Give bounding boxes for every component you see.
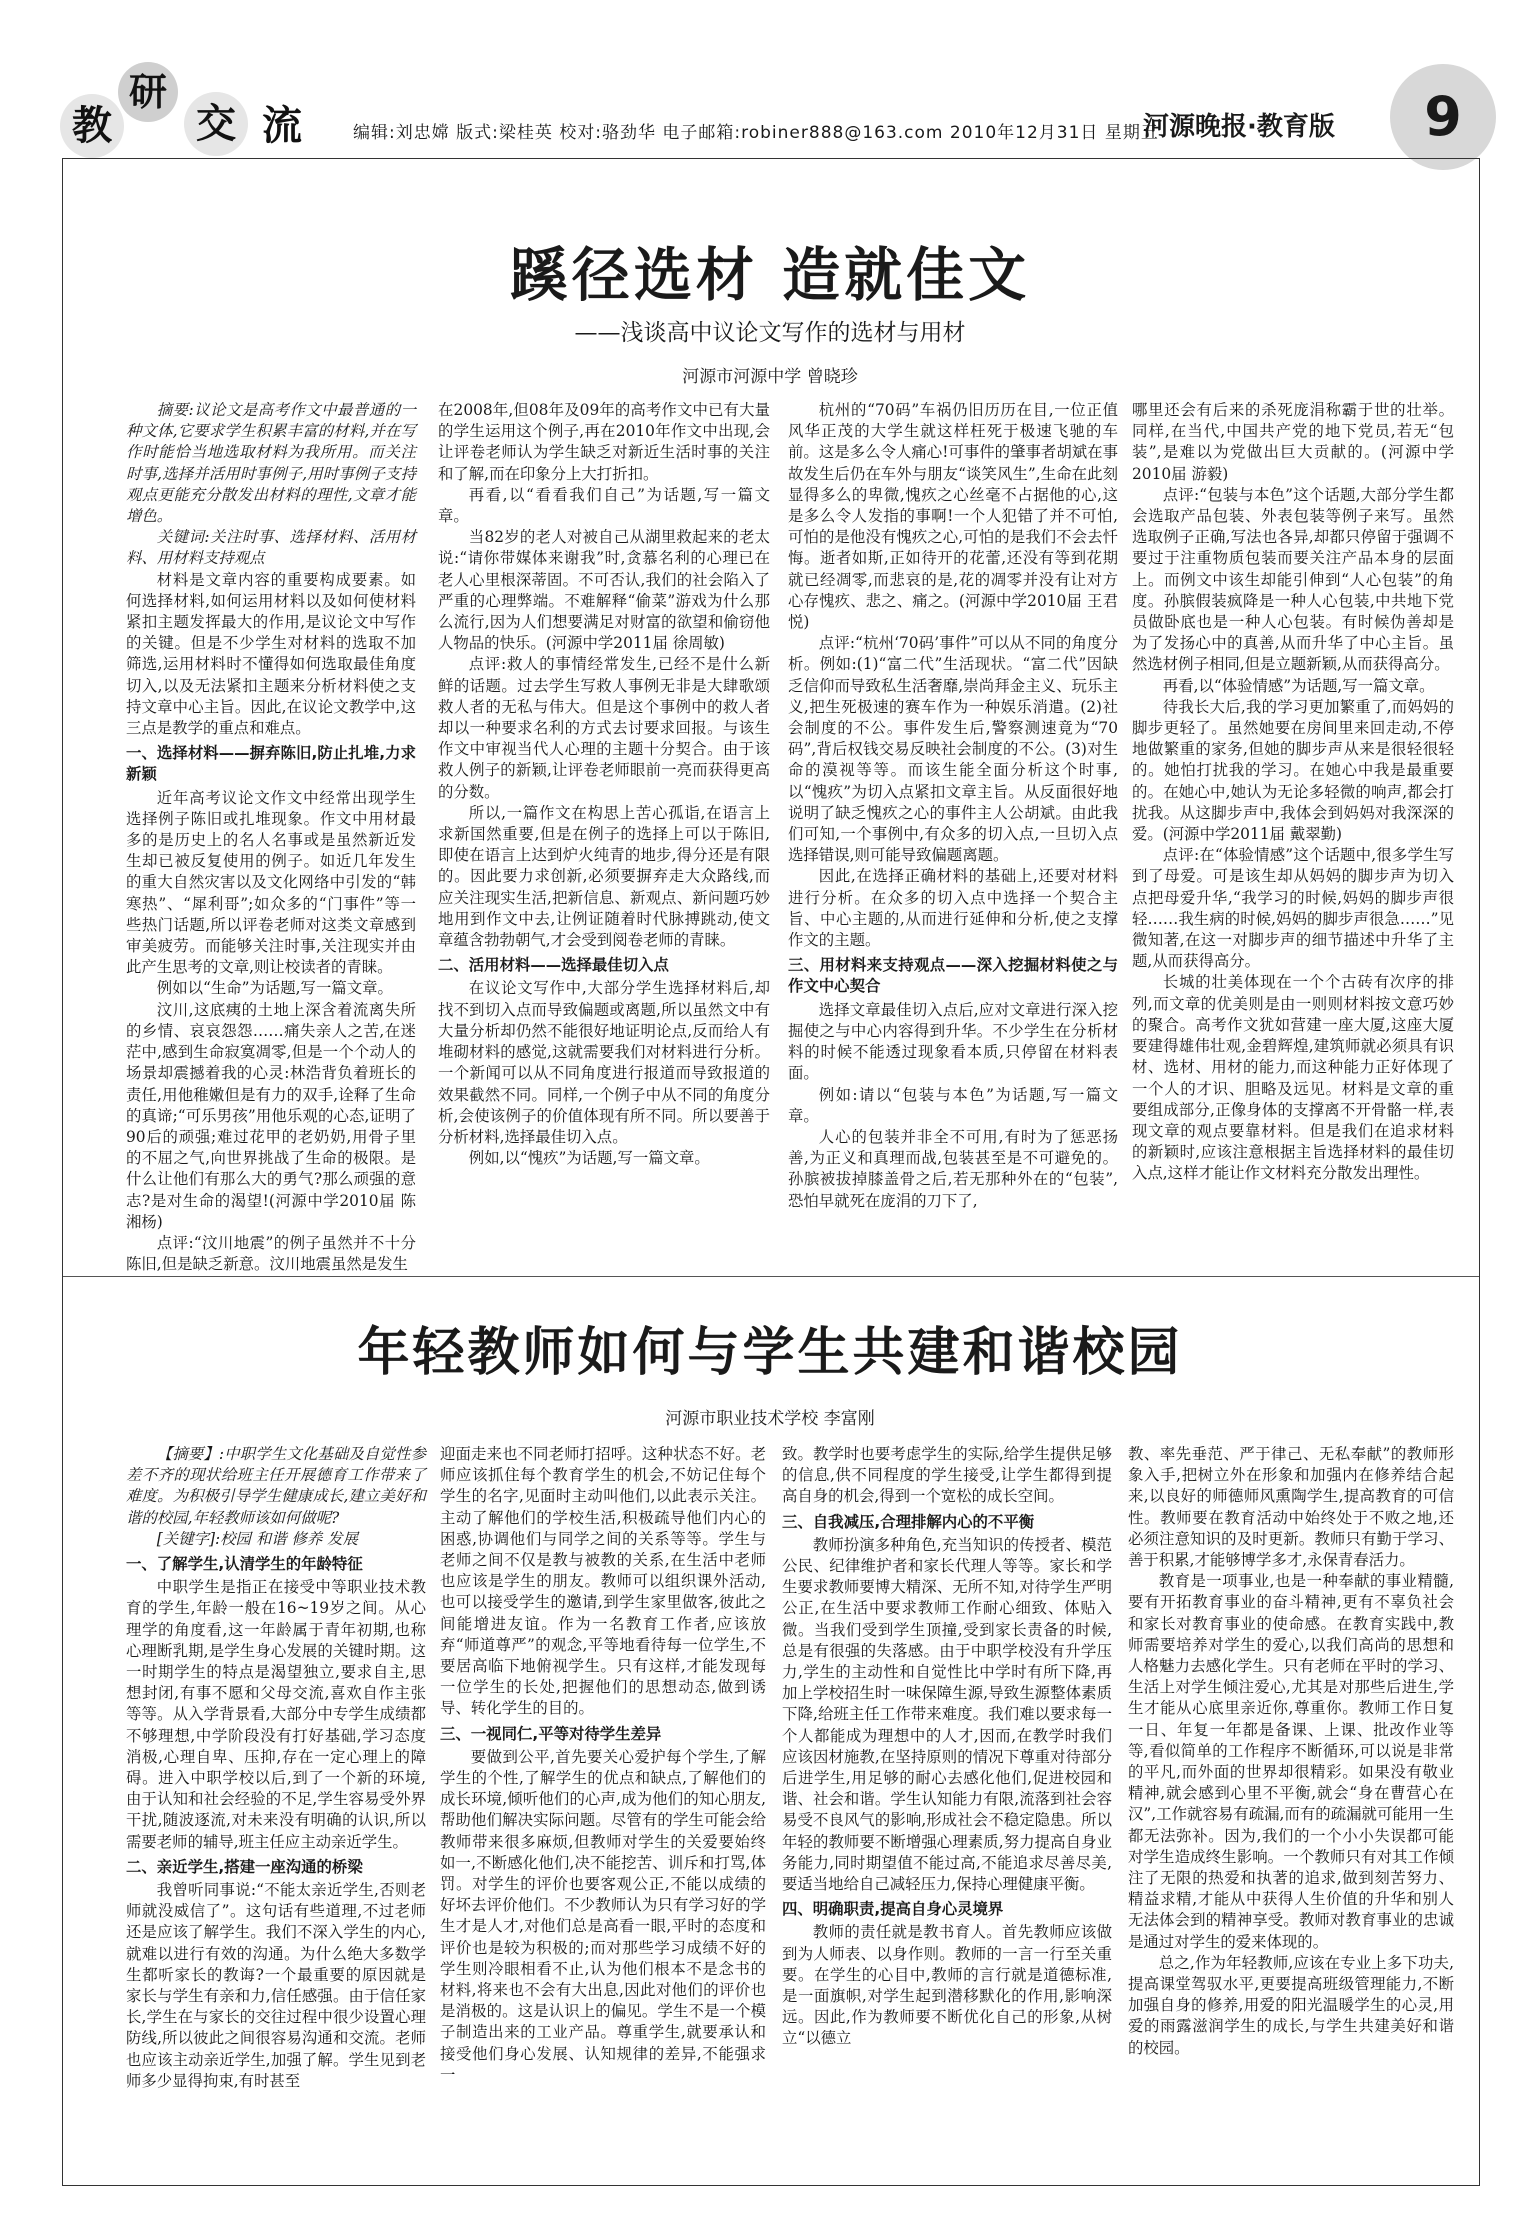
paragraph: 选择文章最佳切入点后,应对文章进行深入挖掘使之与中心内容得到升华。不少学生在分析材料的时候不能透过现象看本质,只停留在材料表面。 <box>788 1000 1118 1083</box>
paragraph: 教师扮演多种角色,充当知识的传授者、模范公民、纪律维护者和家长代理人等等。家长和学生要求教师要博大精深、无所不知,对待学生严明公正,在生活中要求教师工作耐心细致、体贴入微。当我们受到学生顶撞,受到家长责备的时候,总是有很强的失落感。由于中职学校没有升学压力,学生的主动性和自觉性比中学时有所下降,再加上学校招生时一味保障生源,导致生源整体素质下降,给班主任工作带来难度。我们难以要求每一个人都能成为理想中的人才,因而,在教学时我们应该因材施教,在坚持原则的情况下尊重对待部分后进学生,用足够的耐心去感化他们,促进校园和谐、社会和谐。学生认知能力有限,流落到社会容易受不良风气的影响,形成社会不稳定隐患。所以年轻的教师要不断增强心理素质,努力提高自身业务能力,同时期望值不能过高,不能追求尽善尽美,要适当地给自己减轻压力,保持心理健康平衡。 <box>782 1535 1112 1894</box>
paragraph: 在2008年,但08年及09年的高考作文中已有大量的学生运用这个例子,再在2010年作文中出现,会让评卷老师认为学生缺乏对新近生活时事的关注和了解,而在印象分上大打折扣。 <box>438 401 770 483</box>
paragraph: 再看,以“看看我们自己”为话题,写一篇文章。 <box>438 485 770 526</box>
article1-column-2 <box>438 400 770 1260</box>
paragraph: 教师的责任就是教书育人。首先教师应该做到为人师表、以身作则。教师的一言一行至关重要。在学生的心目中,教师的言行就是道德标准,是一面旗帜,对学生起到潜移默化的作用,影响深远。因此,作为教师要不断优化自己的形象,从树立“以德立 <box>782 1923 1112 2048</box>
masthead <box>0 0 1540 160</box>
paragraph: 当82岁的老人对被自己从湖里救起来的老太说:“请你带媒体来谢我”时,贪慕名利的心理已在老人心里根深蒂固。不可否认,我们的社会陷入了严重的心理弊端。不难解释“偷菜”游戏为什么那么流行,因为人们想要满足对财富的欲望和偷窃他人物品的快乐。(河源中学2011届 徐周敏) <box>438 528 770 653</box>
section-heading: 一、选择材料——摒弃陈旧,防止扎堆,力求新颖 <box>126 744 416 784</box>
paragraph: 待我长大后,我的学习更加繁重了,而妈妈的脚步更轻了。虽然她要在房间里来回走动,不停地做繁重的家务,但她的脚步声从来是很轻很轻的。她怕打扰我的学习。在她心中我是最重要的。在她心中,她认为无论多轻微的响声,都会打扰我。从这脚步声中,我体会到妈妈对我深深的爱。(河源中学2011届 戴翠勤) <box>1132 697 1454 844</box>
article1-column-3 <box>788 400 1118 1260</box>
article2-column-3 <box>782 1444 1112 2172</box>
paragraph: 材料是文章内容的重要构成要素。如何选择材料,如何运用材料以及如何使材料紧扣主题发挥最大的作用,是议论文中写作的关键。但是不少学生对材料的选取不加筛选,运用材料时不懂得如何选取最佳角度切入,以及无法紧扣主题来分析材料使之支持文章中心主旨。因此,在议论文教学中,这三点是教学的重点和难点。 <box>126 570 416 738</box>
paragraph: 点评:“汶川地震”的例子虽然并不十分陈旧,但是缺乏新意。汶川地震虽然是发生 <box>126 1233 416 1274</box>
section-heading: 二、活用材料——选择最佳切入点 <box>438 956 669 975</box>
paragraph: 哪里还会有后来的杀死庞涓称霸于世的壮举。同样,在当代,中国共产党的地下党员,若无“包装”,是难以为党做出巨大贡献的。(河源中学2010届 游毅) <box>1132 401 1454 483</box>
paragraph: 人心的包装并非全不可用,有时为了惩恶扬善,为正义和真理而战,包装甚至是不可避免的。孙膑被拔掉膝盖骨之后,若无那种外在的“包装”,恐怕早就死在庞涓的刀下了, <box>788 1127 1118 1210</box>
paragraph: 教、率先垂范、严于律己、无私奉献”的教师形象入手,把树立外在形象和加强内在修养结合起来,以良好的师德师风熏陶学生,提高教育的可信性。教师要在教育活动中始终处于不败之地,还必须注意知识的及时更新。教师只有勤于学习、善于积累,才能够博学多才,永保青春活力。 <box>1128 1445 1454 1570</box>
section-heading: 四、明确职责,提高自身心灵境界 <box>782 1900 1004 1919</box>
paragraph: 再看,以“体验情感”为话题,写一篇文章。 <box>1162 676 1435 695</box>
section-char-1: 教 <box>60 94 124 158</box>
article2-column-4 <box>1128 1444 1454 2172</box>
newspaper-brand: 河源晚报·教育版 <box>1143 112 1335 142</box>
paragraph: 总之,作为年轻教师,应该在专业上多下功夫,提高课堂驾驭水平,更要提高班级管理能力,不断加强自身的修养,用爱的阳光温暖学生的心灵,用爱的雨露滋润学生的成长,与学生共建美好和谐的校园。 <box>1128 1953 1454 2057</box>
section-heading: 二、亲近学生,搭建一座沟通的桥梁 <box>126 1857 363 1876</box>
section-char-2: 研 <box>118 62 178 122</box>
masthead-meta: 编辑:刘忠嫦 版式:梁桂英 校对:骆劲华 电子邮箱:robiner888@163.com 2010年12月31日 星期五 <box>353 123 1159 143</box>
paragraph: 杭州的“70码”车祸仍旧历历在目,一位正值风华正茂的大学生就这样枉死于极速飞驰的车前。这是多么令人痛心!可事件的肇事者胡斌在事故发生后仍在车外与朋友“谈笑风生”,生命在此刻显得多么的卑微,愧疚之心丝毫不占据他的心,这是多么令人发指的事啊!一个人犯错了并不可怕,可怕的是他没有愧疚之心,可怕的是我们不会去忏悔。逝者如斯,正如待开的花蕾,还没有等到花期就已经凋零,而悲哀的是,花的凋零并没有让对方心存愧疚、悲之、痛之。(河源中学2010届 王君悦) <box>788 401 1118 632</box>
paragraph: 点评:“包装与本色”这个话题,大部分学生都会选取产品包装、外表包装等例子来写。虽然选取例子正确,写法也各异,却都只停留于强调不要过于注重物质包装而要关注产品本身的层面上。而例文中该生却能引伸到“人心包装”的角度。孙膑假装疯降是一种人心包装,中共地下党员做卧底也是一种人心包装。有时候伪善却是为了发扬心中的真善,从而升华了中心主旨。虽然选材例子相同,但是立题新颖,从而获得高分。 <box>1132 485 1454 674</box>
article2-title: 年轻教师如何与学生共建和谐校园 <box>357 1323 1183 1383</box>
article1-column-4 <box>1132 400 1454 1260</box>
paragraph: 点评:救人的事情经常发生,已经不是什么新鲜的话题。过去学生写救人事例无非是大肆歌颂救人者的无私与伟大。但是这个事例中的救人者却以一种要求名利的方式去讨要求回报。与该生作文中审视当代人心理的主题十分契合。由于该救人例子的新颖,让评卷老师眼前一亮而获得更高的分数。 <box>438 655 770 801</box>
paragraph: 要做到公平,首先要关心爱护每个学生,了解学生的个性,了解学生的优点和缺点,了解他们的成长环境,倾听他们的心声,成为他们的知心朋友,帮助他们解决实际问题。尽管有的学生可能会给教师带来很多麻烦,但教师对学生的关爱要始终如一,不断感化他们,决不能挖苦、训斥和打骂,体罚。对学生的评价也要客观公正,不能以成绩的好坏去评价他们。不少教师认为只有学习好的学生才是人才,对他们总是高看一眼,平时的态度和评价也是较为积极的;而对那些学习成绩不好的学生则冷眼相看不止,认为他们根本不是念书的材料,将来也不会有大出息,因此对他们的评价也是消极的。这是认识上的偏见。学生不是一个模子制造出来的工业产品。尊重学生,就要承认和接受他们身心发展、认知规律的差异,不能强求一 <box>440 1747 766 2084</box>
page-number: 9 <box>1390 64 1496 170</box>
abstract-paragraph: 关键词:关注时事、选择材料、活用材料、用材料支持观点 <box>126 528 416 568</box>
section-heading: 三、用材料来支持观点——深入挖掘材料使之与作文中心契合 <box>788 956 1118 996</box>
section-heading: 一、了解学生,认清学生的年龄特征 <box>126 1555 363 1574</box>
paragraph: 教育是一项事业,也是一种奉献的事业精髓,要有开拓教育事业的奋斗精神,更有不辜负社会和家长对教育事业的使命感。在教育实践中,教师需要培养对学生的爱心,以我们高尚的思想和人格魅力去感化学生。只有老师在平时的学习、生活上对学生倾注爱心,尤其是对那些后进生,学生才能从心底里亲近你,尊重你。教师工作日复一日、年复一年都是备课、上课、批改作业等等,看似简单的工作程序不断循环,可以说是非常的平凡,而外面的世界却很精彩。如果没有敬业精神,就会感到心里不平衡,就会“身在曹营心在汉”,工作就容易有疏漏,而有的疏漏就可能用一生都无法弥补。因为,我们的一个小小失误都可能对学生造成终生影响。一个教师只有对其工作倾注了无限的热爱和执著的追求,做到刻苦努力、精益求精,才能从中获得人生价值的升华和别人无法体会到的精神享受。教师对教育事业的忠诚是通过对学生的爱来体现的。 <box>1128 1572 1454 1951</box>
abstract-paragraph: 【摘要】:中职学生文化基础及自觉性参差不齐的现状给班主任开展德育工作带来了难度。为积极引导学生健康成长,建立美好和谐的校园,年轻教师该如何做呢? <box>126 1445 426 1527</box>
paragraph: 例如:请以“包装与本色”为话题,写一篇文章。 <box>788 1085 1118 1125</box>
article2-column-2 <box>440 1444 766 2172</box>
section-char-4: 流 <box>252 96 312 156</box>
section-heading: 三、一视同仁,平等对待学生差异 <box>440 1724 662 1743</box>
paragraph: 点评:在“体验情感”这个话题中,很多学生写到了母爱。可是该生却从妈妈的脚步声为切入点把母爱升华,“我学习的时候,妈妈的脚步声很轻……我生病的时候,妈妈的脚步声很急……”见微知著,在这一对脚步声的细节描述中升华了主题,从而获得高分。 <box>1132 846 1454 971</box>
abstract-paragraph: [关键字]:校园 和谐 修养 发展 <box>156 1529 358 1548</box>
paragraph: 汶川,这底痍的土地上深含着流离失所的乡情、哀哀怨怨……痛失亲人之苦,在迷茫中,感到生命寂寞凋零,但是一个个动人的场景却震撼着我的心灵:林浩背负着班长的责任,用他稚嫩但是有力的双手,诠释了生命的真谛;“可乐男孩”用他乐观的心态,证明了90后的顽强;难过花甲的老奶奶,用骨子里的不屈之气,向世界挑战了生命的极限。是什么让他们有那么大的勇气?那么顽强的意志?是对生命的渴望!(河源中学2010届 陈湘杨) <box>126 1000 416 1231</box>
paragraph: 因此,在选择正确材料的基础上,还要对材料进行分析。在众多的切入点中选择一个契合主旨、中心主题的,从而进行延伸和分析,使之支撑作文的主题。 <box>788 867 1118 950</box>
section-heading: 三、自我减压,合理排解内心的不平衡 <box>782 1512 1035 1531</box>
paragraph: 例如,以“愧疚”为话题,写一篇文章。 <box>468 1149 710 1168</box>
article2-byline: 河源市职业技术学校 李富刚 <box>665 1409 875 1429</box>
paragraph: 致。教学时也要考虑学生的实际,给学生提供足够的信息,供不同程度的学生接受,让学生都得到提高自身的机会,得到一个宽松的成长空间。 <box>782 1445 1112 1506</box>
paragraph: 长城的壮美体现在一个个古砖有次序的排列,而文章的优美则是由一则则材料按文意巧妙的聚合。高考作文犹如营建一座大厦,这座大厦要建得雄伟壮观,金碧辉煌,建筑师就必须具有识材、选材、用材的能力,而这种能力正好体现了一个人的才识、胆略及远见。材料是文章的重要组成部分,正像身体的支撑离不开骨骼一样,表现文章的观点要靠材料。但是我们在追求材料的新颖时,应该注意根据主旨选择材料的最佳切入点,这样才能让作文材料充分散发出理性。 <box>1132 973 1454 1183</box>
paragraph: 在议论文写作中,大部分学生选择材料后,却找不到切入点而导致偏题或离题,所以虽然文中有大量分析却仍然不能很好地证明论点,反而给人有堆砌材料的感觉,这就需要我们对材料进行分析。一个新闻可以从不同角度进行报道而导致报道的效果截然不同。同样,一个例子中从不同的角度分析,会使该例子的价值体现有所不同。所以要善于分析材料,选择最佳切入点。 <box>438 979 770 1146</box>
article1-byline: 河源市河源中学 曾晓珍 <box>682 367 858 387</box>
abstract-paragraph: 摘要:议论文是高考作文中最普通的一种文体,它要求学生积累丰富的材料,并在写作时能恰当地选取材料为我所用。而关注时事,选择并活用时事例子,用时事例子支持观点更能充分散发出材料的理性,文章才能增色。 <box>126 401 416 526</box>
section-char-3: 交 <box>184 92 248 156</box>
article2-column-1 <box>126 1444 426 2172</box>
paragraph: 例如以“生命”为话题,写一篇文章。 <box>156 979 393 998</box>
paragraph: 中职学生是指正在接受中等职业技术教育的学生,年龄一般在16~19岁之间。从心理学的角度看,这一年龄属于青年初期,也称心理断乳期,是学生身心发展的关键时期。这一时期学生的特点是渴望独立,要求自主,思想封闭,有事不愿和父母交流,喜欢自作主张等等。从入学背景看,大部分中专学生成绩都不够理想,中学阶段没有打好基础,学习态度消极,心理自卑、压抑,存在一定心理上的障碍。进入中职学校以后,到了一个新的环境,由于认知和社会经验的不足,学生容易受外界干扰,随波逐流,对未来没有明确的认识,所以需要老师的辅导,班主任应主动亲近学生。 <box>126 1578 426 1851</box>
article1-column-1 <box>126 400 416 1274</box>
paragraph: 我曾听同事说:“不能太亲近学生,否则老师就没威信了”。这句话有些道理,不过老师还是应该了解学生。我们不深入学生的内心,就难以进行有效的沟通。为什么绝大多数学生都听家长的教诲?一个最重要的原因就是家长与学生有亲和力,信任感强。由于信任家长,学生在与家长的交往过程中很少设置心理防线,所以彼此之间很容易沟通和交流。老师也应该主动亲近学生,加强了解。学生见到老师多少显得拘束,有时甚至 <box>126 1881 426 2090</box>
article-separator <box>63 1276 1479 1277</box>
paragraph: 迎面走来也不同老师打招呼。这种状态不好。老师应该抓住每个教育学生的机会,不妨记住每个学生的名字,见面时主动叫他们,以此表示关注。主动了解他们的学校生活,积极疏导他们内心的困惑,协调他们与同学之间的关系等等。学生与老师之间不仅是教与被教的关系,在生活中老师也应该是学生的朋友。教师可以组织课外活动,也可以接受学生的邀请,到学生家里做客,彼此之间能增进友谊。作为一名教育工作者,应该放弃“师道尊严”的观念,平等地看待每一位学生,不要居高临下地俯视学生。只有这样,才能发现每一位学生的长处,把握他们的思想动态,做到诱导、转化学生的目的。 <box>440 1445 766 1718</box>
article1-title: 蹊径选材 造就佳文 <box>509 241 1031 309</box>
article1-subtitle: ——浅谈高中议论文写作的选材与用材 <box>574 320 966 346</box>
paragraph: 所以,一篇作文在构思上苦心孤诣,在语言上求新国然重要,但是在例子的选择上可以于陈旧,即使在语言上达到炉火纯青的地步,得分还是有限的。因此要力求创新,必须要摒弃走大众路线,而应关注现实生活,把新信息、新观点、新问题巧妙地用到作文中去,让例证随着时代脉搏跳动,使文章蕴含勃勃朝气,才会受到阅卷老师的青睐。 <box>438 803 770 950</box>
paragraph: 近年高考议论文作文中经常出现学生选择例子陈旧或扎堆现象。作文中用材最多的是历史上的名人名事或是虽然新近发生却已被反复使用的例子。如近几年发生的重大自然灾害以及文化网络中引发的“韩寒热”、“犀利哥”;如众多的“门事件”等一些热门话题,所以评卷老师对这类文章感到审美疲劳。而能够关注时事,关注现实并由此产生思考的文章,则让校读者的青睐。 <box>126 788 416 977</box>
paragraph: 点评:“杭州‘70码’事件”可以从不同的角度分析。例如:(1)“富二代”生活现状。“富二代”因缺乏信仰而导致私生活奢靡,崇尚拜金主义、玩乐主义,把生死极速的赛车作为一种娱乐消遣。(2)社会制度的不公。事件发生后,警察测速竟为“70码”,背后权钱交易反映社会制度的不公。(3)对生命的漠视等等。而该生能全面分析这个时事,以“愧疚”为切入点紧扣文章主旨。从反面很好地说明了缺乏愧疚之心的事件主人公胡斌。由此我们可知,一个事例中,有众多的切入点,一旦切入点选择错误,则可能导致偏题离题。 <box>788 634 1118 865</box>
